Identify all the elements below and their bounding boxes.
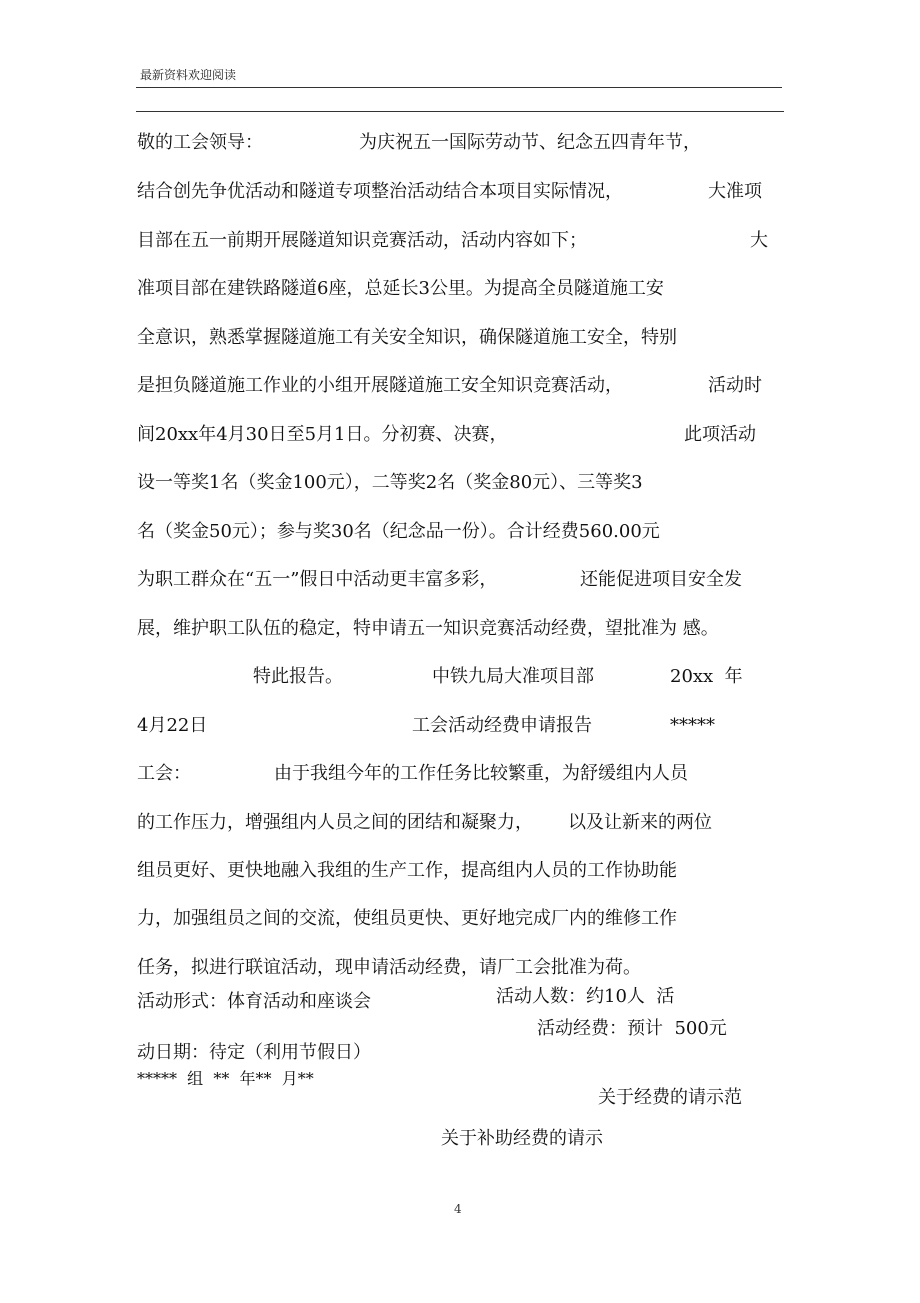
text-line: 活动形式：体育活动和座谈会 [137, 991, 371, 1012]
text-line: 是担负隧道施工作业的小组开展隧道施工安全知识竞赛活动， [137, 375, 623, 396]
text-line: 准项目部在建铁路隧道6座，总延长3公里。为提高全员隧道施工安 [137, 278, 664, 299]
header-rule-secondary [136, 111, 784, 112]
text-line: 中铁九局大准项目部 [432, 666, 594, 687]
text-line: 20xx 年 [670, 666, 743, 687]
text-line: 工会： [137, 763, 191, 784]
text-line: 为庆祝五一国际劳动节、纪念五四青年节， [359, 132, 701, 153]
text-line: 关于经费的请示范 [598, 1087, 742, 1108]
text-line: 此项活动 [684, 424, 756, 445]
text-line: 结合创先争优活动和隧道专项整治活动结合本项目实际情况， [137, 181, 623, 202]
text-line: 设一等奖1名（奖金100元），二等奖2名（奖金80元）、三等奖3 [137, 472, 643, 493]
text-line: 由于我组今年的工作任务比较繁重，为舒缓组内人员 [274, 763, 688, 784]
header-rule [136, 87, 782, 88]
text-line: 名（奖金50元）；参与奖30名（纪念品一份）。合计经费560.00元 [137, 521, 660, 542]
text-line: 全意识，熟悉掌握隧道施工有关安全知识，确保隧道施工安全，特别 [137, 327, 677, 348]
text-line: 特此报告。 [253, 666, 343, 687]
text-line: 活动人数：约10人 活 [496, 986, 675, 1007]
text-line: 活动经费：预计 500元 [537, 1018, 727, 1039]
text-line: 4月22日 [137, 715, 208, 736]
text-line: 关于补助经费的请示 [441, 1128, 603, 1149]
text-line: 为职工群众在“五一”假日中活动更丰富多彩， [137, 569, 498, 590]
text-line: 组员更好、更快地融入我组的生产工作，提高组内人员的工作协助能 [137, 860, 677, 881]
text-line: 展，维护职工队伍的稳定，特申请五一知识竞赛活动经费，望批准为 感。 [137, 618, 719, 639]
page-number: 4 [454, 1202, 462, 1216]
text-line: 的工作压力，增强组内人员之间的团结和凝聚力， [137, 812, 533, 833]
text-line: ***** 组 ** 年** 月** [137, 1069, 314, 1088]
text-line: 敬的工会领导： [137, 132, 263, 153]
text-line: 还能促进项目安全发 [580, 569, 742, 590]
text-line: 动日期：待定（利用节假日） [137, 1042, 371, 1063]
text-line: 工会活动经费申请报告 [412, 715, 592, 736]
text-line: 力，加强组员之间的交流，使组员更快、更好地完成厂内的维修工作 [137, 908, 677, 929]
page-header: 最新资料欢迎阅读 [140, 68, 237, 82]
text-line: 目部在五一前期开展隧道知识竞赛活动，活动内容如下； [137, 230, 587, 251]
text-line: 任务，拟进行联谊活动，现申请活动经费，请厂工会批准为荷。 [137, 957, 641, 978]
text-line: 大准项 [708, 181, 762, 202]
text-line: 间20xx年4月30日至5月1日。分初赛、决赛， [137, 424, 508, 445]
text-line: 以及让新来的两位 [568, 812, 712, 833]
text-line: 大 [750, 230, 768, 251]
text-line: ***** [670, 715, 715, 736]
text-line: 活动时 [708, 375, 762, 396]
